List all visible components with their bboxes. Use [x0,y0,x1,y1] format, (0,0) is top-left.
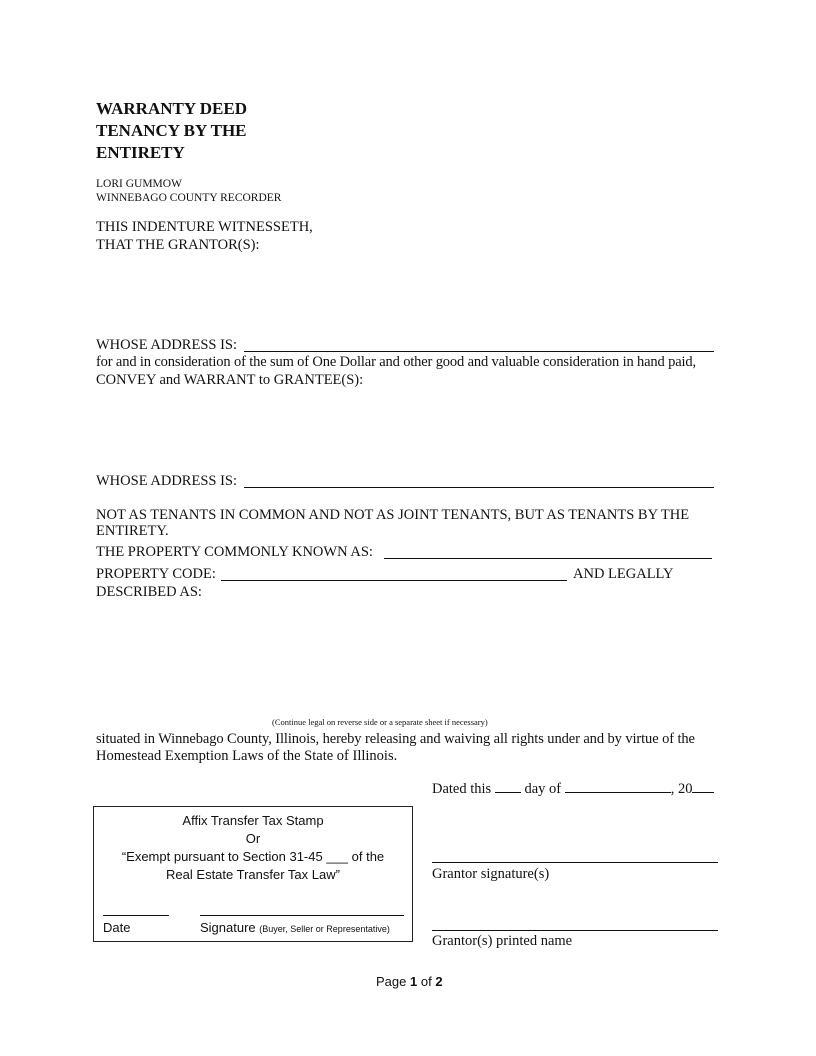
property-code-label: PROPERTY CODE: [96,566,216,582]
footer-current-page: 1 [410,974,418,989]
stamp-line-3: “Exempt pursuant to Section 31-45 ___ of the [121,849,385,864]
grantor-printed-name-line[interactable] [432,930,718,931]
stamp-signature-note: (Buyer, Seller or Representative) [259,924,390,934]
footer-total-pages: 2 [435,974,443,989]
recorder-title: WINNEBAGO COUNTY RECORDER [96,192,282,204]
grantor-address-line[interactable] [244,351,714,352]
stamp-line-1: Affix Transfer Tax Stamp [182,813,324,828]
footer-page-label: Page [376,974,407,989]
property-known-label: THE PROPERTY COMMONLY KNOWN AS: [96,544,373,560]
recorder-name: LORI GUMMOW [96,178,182,190]
indenture-line-1: THIS INDENTURE WITNESSETH, [96,219,313,235]
situated-line-1: situated in Winnebago County, Illinois, hereby releasing and waiving all rights under and by virtue of the [96,731,695,747]
whose-address-label-2: WHOSE ADDRESS IS: [96,473,237,489]
property-known-line[interactable] [384,558,712,559]
tenancy-line-1: NOT AS TENANTS IN COMMON AND NOT AS JOINT TENANTS, BUT AS TENANTS BY THE [96,507,690,523]
grantor-signature-line[interactable] [432,862,718,863]
tenancy-line-2: ENTIRETY. [96,523,169,539]
property-code-line[interactable] [221,580,567,581]
grantee-address-line[interactable] [244,487,714,488]
page-footer [376,974,443,989]
indenture-line-2: THAT THE GRANTOR(S): [96,237,260,253]
stamp-line-4: Real Estate Transfer Tax Law” [166,867,340,882]
stamp-signature-label-wrap [200,920,390,935]
legally-label: AND LEGALLY [573,566,674,582]
year-blank[interactable] [692,780,714,793]
continue-note: (Continue legal on reverse side or a separate sheet if necessary) [272,717,488,727]
stamp-signature-line[interactable] [200,915,404,916]
stamp-date-label: Date [103,920,131,935]
stamp-date-line[interactable] [103,915,169,916]
dated-this-label: Dated this [432,781,492,797]
consideration-line-2: CONVEY and WARRANT to GRANTEE(S): [96,372,364,388]
whose-address-label-1: WHOSE ADDRESS IS: [96,337,237,353]
grantor-signature-label: Grantor signature(s) [432,866,550,882]
situated-line-2: Homestead Exemption Laws of the State of Illinois. [96,748,398,764]
consideration-line-1: for and in consideration of the sum of One Dollar and other good and valuable consideration in hand paid, [96,354,696,370]
stamp-signature-label: Signature [200,920,256,935]
year-prefix: , 20 [670,781,693,797]
day-blank[interactable] [495,780,521,793]
grantor-printed-name-label: Grantor(s) printed name [432,933,573,949]
day-of-label: day of [524,781,562,797]
title-line-2: TENANCY BY THE [96,121,247,140]
stamp-line-2: Or [245,831,261,846]
title-line-3: ENTIRETY [96,143,185,162]
footer-of-label: of [420,974,432,989]
described-label: DESCRIBED AS: [96,584,202,600]
transfer-tax-stamp-box[interactable] [93,806,413,942]
dated-line [432,780,714,798]
title-line-1: WARRANTY DEED [96,99,247,118]
month-blank[interactable] [565,780,671,793]
